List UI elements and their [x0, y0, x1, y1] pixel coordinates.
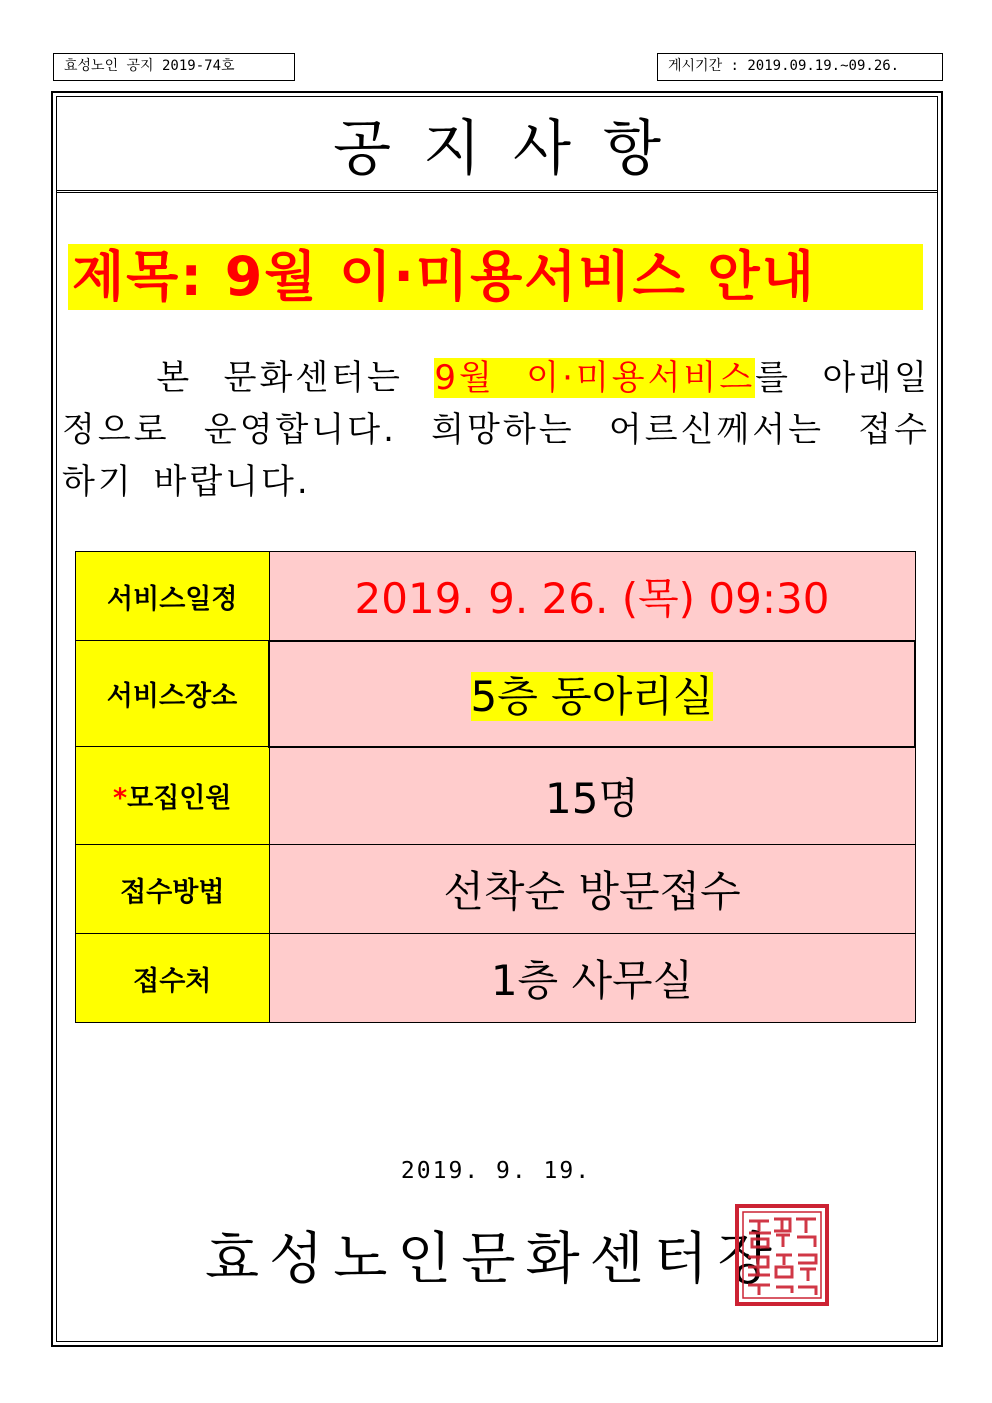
body-paragraph	[62, 352, 930, 508]
body-line-1	[62, 352, 930, 404]
value-office: 1층 사무실	[269, 934, 915, 1023]
service-info-table	[75, 551, 916, 1023]
value-schedule: 2019. 9. 26. (목) 09:30	[269, 552, 915, 641]
label-office: 접수처	[76, 934, 270, 1023]
notice-number: 효성노인 공지 2019-74호	[53, 53, 295, 81]
value-capacity: 15명	[269, 747, 915, 845]
title-row	[57, 97, 937, 193]
label-capacity: 모집인원	[127, 783, 232, 814]
label-capacity-cell	[76, 747, 270, 845]
table-row	[76, 747, 916, 845]
label-location: 서비스장소	[76, 641, 270, 747]
value-method: 선착순 방문접수	[269, 845, 915, 934]
body-line-3: 하기 바랍니다.	[62, 462, 311, 502]
page-title: 공지사항	[333, 113, 693, 184]
value-location-cell	[269, 641, 915, 747]
label-schedule: 서비스일정	[76, 552, 270, 641]
body-highlight: 9월 이·미용서비스	[434, 358, 756, 398]
body-line-1-pre: 본 문화센터는	[156, 358, 435, 398]
table-row	[76, 641, 916, 747]
body-line-1-post: 를 아래일	[755, 358, 931, 398]
value-location: 5층 동아리실	[470, 671, 714, 721]
table-row	[76, 845, 916, 934]
signature: 효성노인문화센터장	[205, 1227, 782, 1292]
subject-line: 제목: 9월 이·미용서비스 안내	[68, 244, 923, 310]
body-line-2: 정으로 운영합니다. 희망하는 어르신께서는 접수	[62, 410, 930, 450]
table-row	[76, 552, 916, 641]
table-row	[76, 934, 916, 1023]
required-star: *	[113, 783, 128, 814]
issue-date: 2019. 9. 19.	[400, 1158, 592, 1184]
posting-period: 게시기간 : 2019.09.19.~09.26.	[657, 53, 943, 81]
label-method: 접수방법	[76, 845, 270, 934]
official-seal-icon	[734, 1203, 830, 1307]
